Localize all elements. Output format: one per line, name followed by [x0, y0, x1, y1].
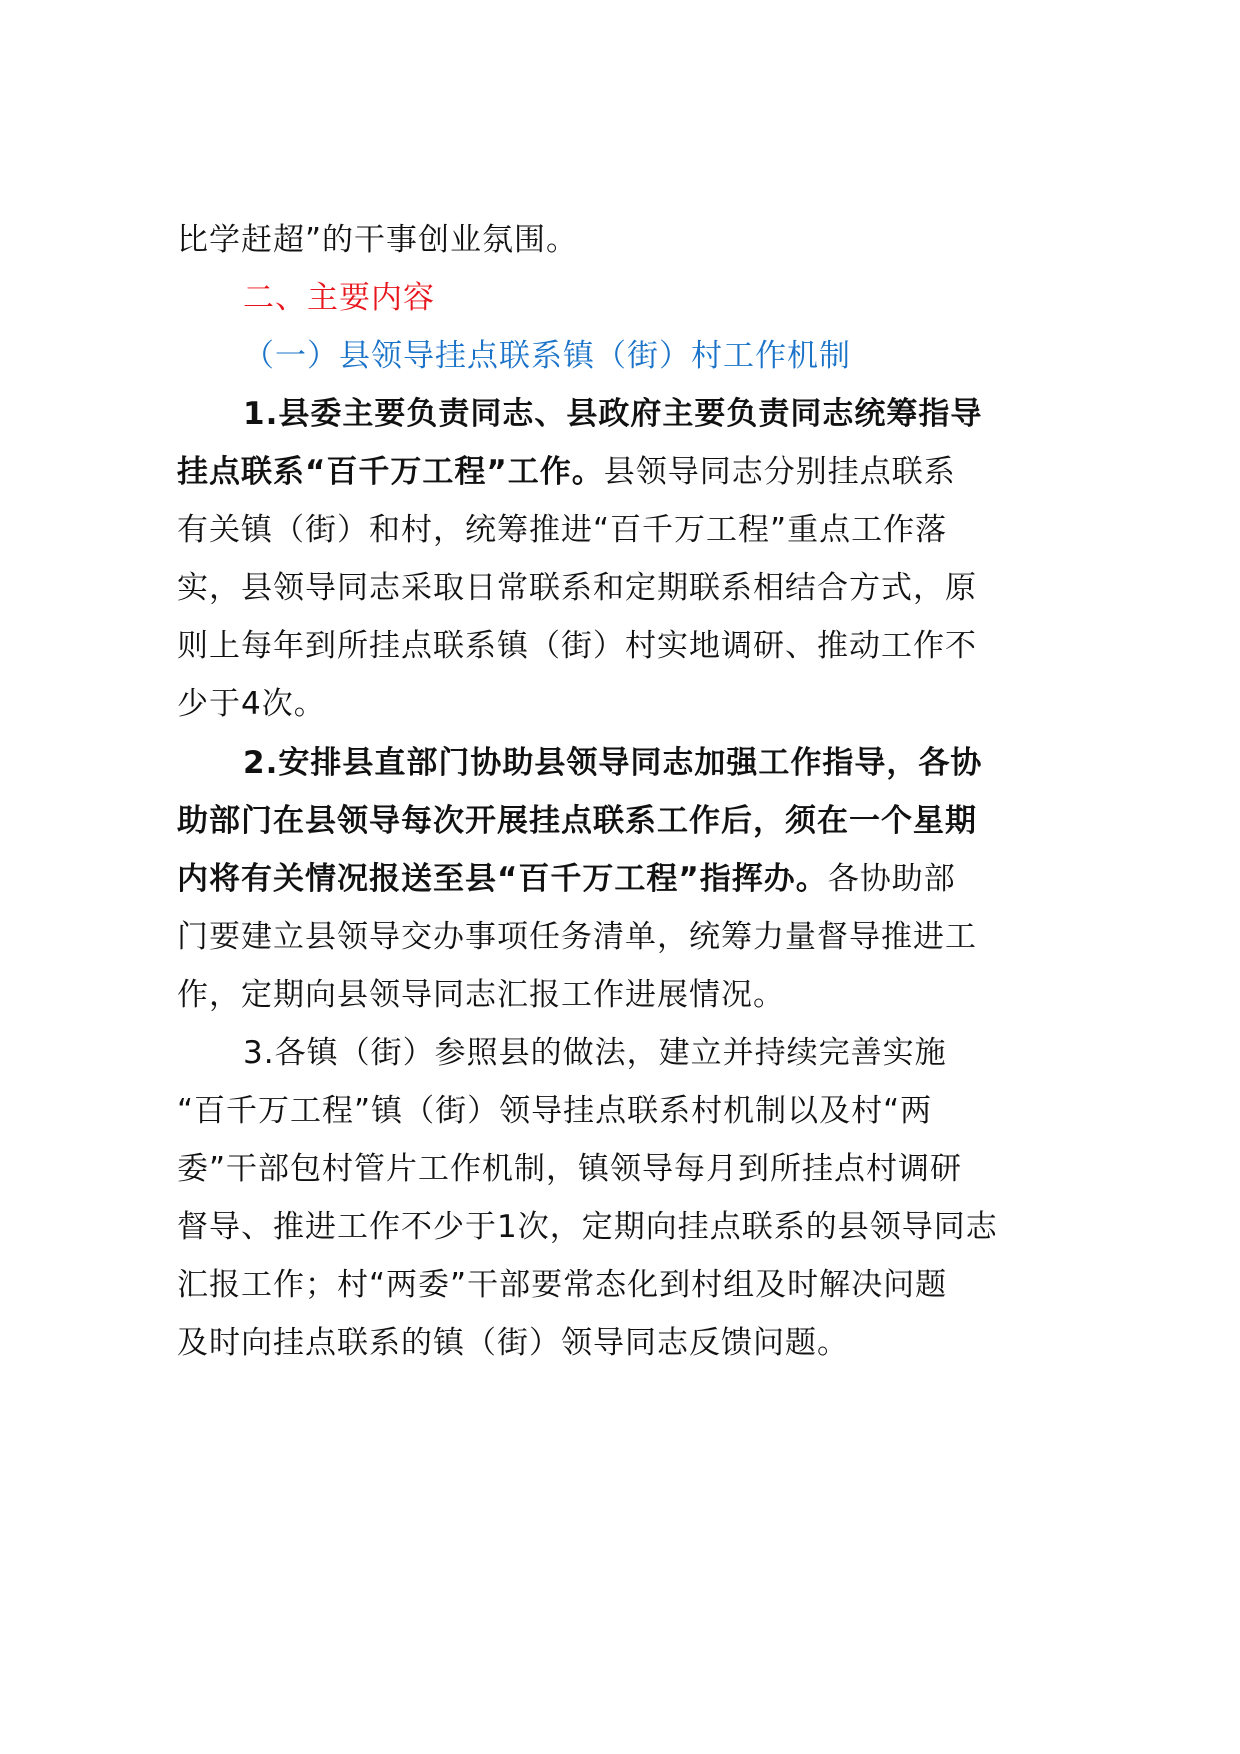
- body-text-line: “百千万工程”镇（街）领导挂点联系村机制以及村“两: [177, 1093, 933, 1129]
- body-text-line: 实，县领导同志采取日常联系和定期联系相结合方式，原: [177, 570, 977, 606]
- item-2-bold-line: 2.安排县直部门协助县领导同志加强工作指导，各协: [243, 745, 983, 781]
- item-2-text: 各协助部: [827, 861, 956, 897]
- item-1-bold-line: 1.县委主要负责同志、县政府主要负责同志统筹指导: [243, 396, 983, 432]
- section-heading: 二、主要内容: [243, 280, 435, 316]
- item-2-bold-text: 内将有关情况报送至县“百千万工程”指挥办。: [177, 861, 828, 897]
- item-2-bold-line: 助部门在县领导每次开展挂点联系工作后，须在一个星期: [177, 803, 977, 839]
- body-text-line: 及时向挂点联系的镇（街）领导同志反馈问题。: [177, 1325, 849, 1361]
- item-2-line: [177, 857, 1097, 901]
- item-1-text: 县领导同志分别挂点联系: [603, 454, 956, 490]
- subsection-heading: （一）县领导挂点联系镇（街）村工作机制: [243, 338, 851, 374]
- body-text-line: 汇报工作；村“两委”干部要常态化到村组及时解决问题: [177, 1267, 948, 1303]
- item-1-line: [177, 450, 1097, 494]
- item-1-bold-text: 挂点联系“百千万工程”工作。: [177, 454, 604, 490]
- body-text-line: 督导、推进工作不少于1次，定期向挂点联系的县领导同志: [177, 1209, 998, 1245]
- body-text-line: 少于4次。: [177, 686, 326, 722]
- body-text-line: 比学赶超”的干事创业氛围。: [177, 222, 579, 258]
- item-3-line: 3.各镇（街）参照县的做法，建立并持续完善实施: [243, 1035, 947, 1071]
- body-text-line: 门要建立县领导交办事项任务清单，统筹力量督导推进工: [177, 919, 977, 955]
- body-text-line: 则上每年到所挂点联系镇（街）村实地调研、推动工作不: [177, 628, 977, 664]
- body-text-line: 有关镇（街）和村，统筹推进“百千万工程”重点工作落: [177, 512, 948, 548]
- body-text-line: 作，定期向县领导同志汇报工作进展情况。: [177, 977, 785, 1013]
- body-text-line: 委”干部包村管片工作机制，镇领导每月到所挂点村调研: [177, 1151, 963, 1187]
